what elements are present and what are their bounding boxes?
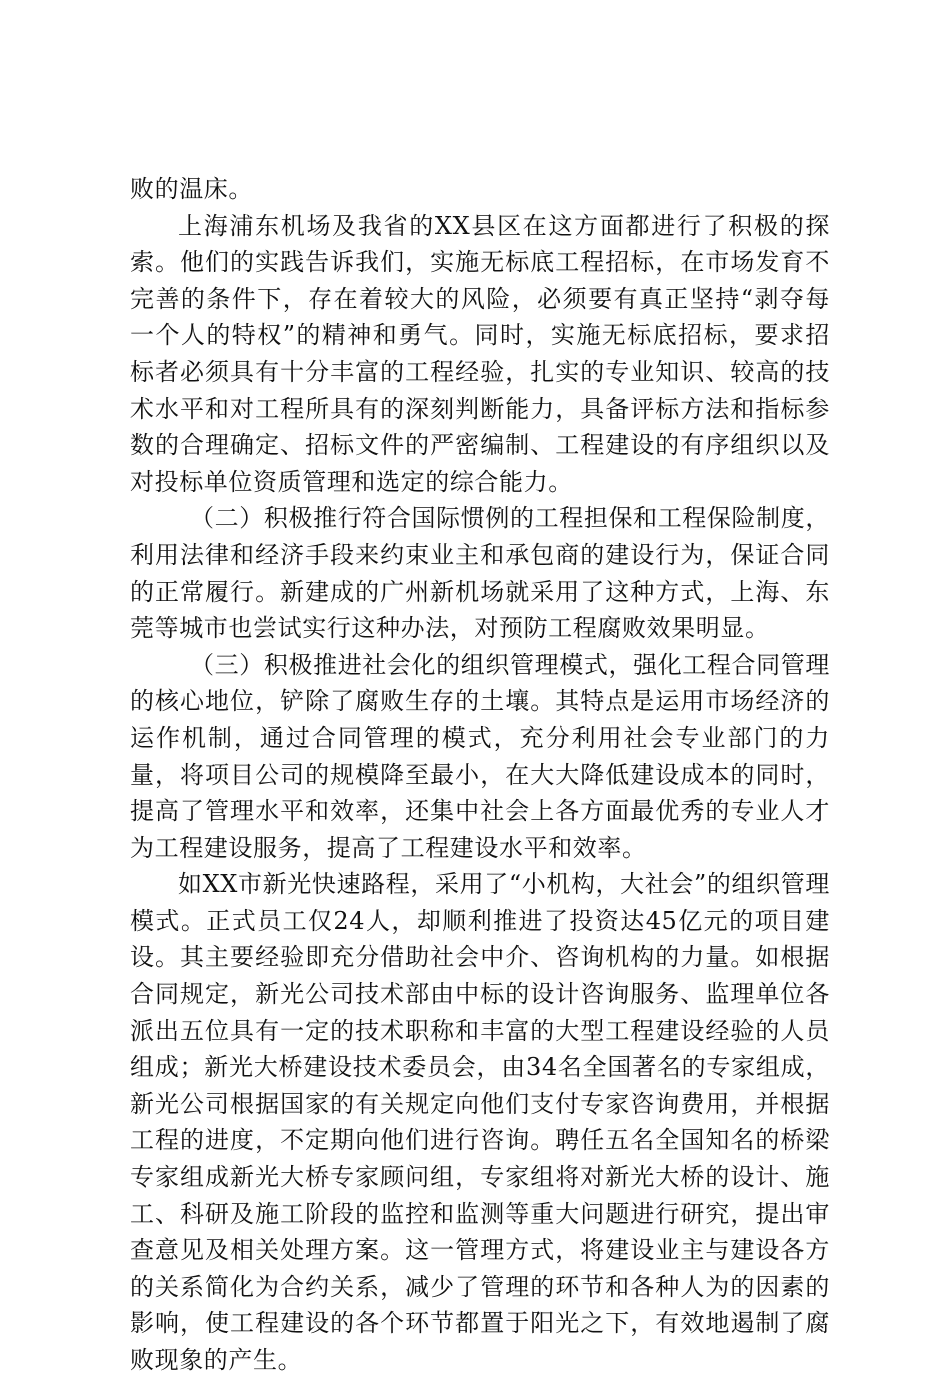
document-body <box>130 171 830 1379</box>
paragraph-pudong-airport: 上海浦东机场及我省的XX县区在这方面都进行了积极的探索。他们的实践告诉我们，实施无标底工程招标，在市场发育不完善的条件下，存在着较大的风险，必须要有真正坚持“剥夺每一个人的特权”的精神和勇气。同时，实施无标底招标，要求招标者必须具有十分丰富的工程经验，扎实的专业知识、较高的技术水平和对工程所具有的深刻判断能力，具备评标方法和指标参数的合理确定、招标文件的严密编制、工程建设的有序组织以及对投标单位资质管理和选定的综合能力。 <box>130 211 830 496</box>
paragraph-section-two: （二）积极推行符合国际惯例的工程担保和工程保险制度，利用法律和经济手段来约束业主和承包商的建设行为，保证合同的正常履行。新建成的广州新机场就采用了这种方式，上海、东莞等城市也尝试实行这种办法，对预防工程腐败效果明显。 <box>130 504 830 643</box>
paragraph-continuation: 败的温床。 <box>130 175 253 203</box>
paragraph-section-three: （三）积极推进社会化的组织管理模式，强化工程合同管理的核心地位，铲除了腐败生存的土壤。其特点是运用市场经济的运作机制，通过合同管理的模式，充分利用社会专业部门的力量，将项目公司的规模降至最小，在大大降低建设成本的同时，提高了管理水平和效率，还集中社会上各方面最优秀的专业人才为工程建设服务，提高了工程建设水平和效率。 <box>130 650 830 862</box>
paragraph-xinguang-example: 如XX市新光快速路程，采用了“小机构，大社会”的组织管理模式。正式员工仅24人，却顺利推进了投资达45亿元的项目建设。其主要经验即充分借助社会中介、咨询机构的力量。如根据合同规定，新光公司技术部由中标的设计咨询服务、监理单位各派出五位具有一定的技术职称和丰富的大型工程建设经验的人员组成；新光大桥建设技术委员会，由34名全国著名的专家组成，新光公司根据国家的有关规定向他们支付专家咨询费用，并根据工程的进度，不定期向他们进行咨询。聘任五名全国知名的桥梁专家组成新光大桥专家顾问组，专家组将对新光大桥的设计、施工、科研及施工阶段的监控和监测等重大问题进行研究，提出审查意见及相关处理方案。这一管理方式，将建设业主与建设各方的关系简化为合约关系，减少了管理的环节和各种人为的因素的影响，使工程建设的各个环节都置于阳光之下，有效地遏制了腐败现象的产生。 <box>130 870 830 1374</box>
